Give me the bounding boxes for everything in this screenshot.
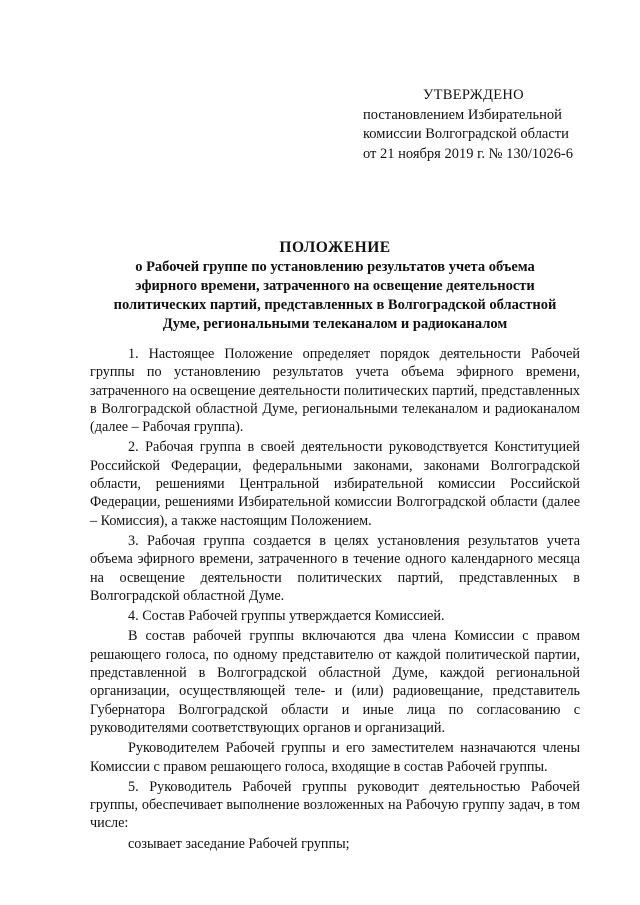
paragraph-7: 5. Руководитель Рабочей группы руководит деятельностью Рабочей группы, обеспечивает выполнение возложенных на Рабочую группу задач, в том числе:: [90, 778, 580, 832]
subtitle-line-3: политических партий, представленных в Волгоградской областной: [113, 297, 557, 313]
paragraph-3: 3. Рабочая группа создается в целях установления результатов учета объема эфирного времени, затраченного в течение одного календарного месяца на освещение деятельности политических партий, представленных в Волгоградской областной Думе.: [90, 532, 580, 604]
subtitle-line-2: эфирного времени, затраченного на освещение деятельности: [135, 278, 535, 294]
subtitle-line-4: Думе, региональными телеканалом и радиоканалом: [162, 316, 508, 332]
approval-title: УТВЕРЖДЕНО: [423, 87, 524, 103]
paragraph-5: В состав рабочей группы включаются два члена Комиссии с правом решающего голоса, по одному представителю от каждой политической партии, представленной в Волгоградской областной Думе, каждой региональной организации, осуществляющей теле- и (или) радиовещание, представитель Губернатора Волгоградской области и иные лица по согласованию с руководителями соответствующих органов и организаций.: [90, 628, 580, 736]
approval-line-3: от 21 ноября 2019 г. № 130/1026-6: [363, 145, 573, 162]
paragraph-6: Руководителем Рабочей группы и его заместителем назначаются члены Комиссии с правом решающего голоса, входящие в состав Рабочей группы.: [90, 740, 580, 775]
paragraph-4: 4. Состав Рабочей группы утверждается Комиссией.: [128, 608, 445, 625]
approval-stamp: [363, 86, 603, 164]
paragraph-1: 1. Настоящее Положение определяет порядок деятельности Рабочей группы по установлению результатов учета объема эфирного времени, затраченного на освещение деятельности политических партий, представленных в Волгоградской областной Думе, региональными телеканалом и радиоканалом (далее – Рабочая группа).: [90, 346, 580, 436]
subtitle-line-1: о Рабочей группе по установлению результатов учета объема: [135, 259, 535, 275]
approval-line-2: комиссии Волгоградской области: [363, 126, 569, 142]
document-title: ПОЛОЖЕНИЕ: [279, 239, 391, 256]
paragraph-2: 2. Рабочая группа в своей деятельности руководствуется Конституцией Российской Федерации, федеральными законами, законами Волгоградской области, решениями Центральной избирательной комиссии Российской Федерации, решениями Избирательной комиссии Волгоградской области (далее – Комиссия), а также настоящим Положением.: [90, 439, 580, 529]
document-heading: [80, 238, 590, 334]
paragraph-8: созывает заседание Рабочей группы;: [128, 835, 350, 852]
approval-line-1: постановлением Избирательной: [363, 106, 562, 123]
document-body: [90, 345, 580, 855]
